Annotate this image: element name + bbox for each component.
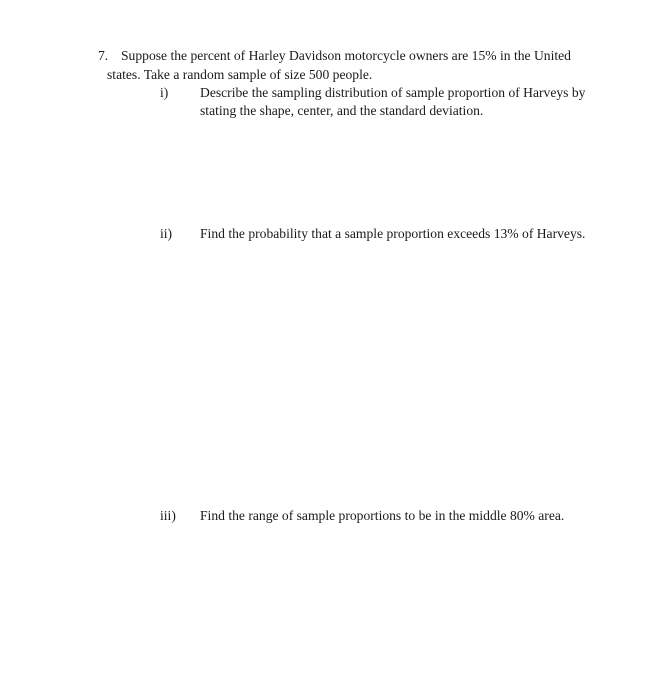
question-stem-line-2: states. Take a random sample of size 500 people. — [107, 67, 373, 82]
part-iii-text: Find the range of sample proportions to be in the middle 80% area. — [200, 508, 565, 523]
part-ii-label: ii) — [160, 226, 173, 241]
part-i-text-line-1: Describe the sampling distribution of sample proportion of Harveys by — [200, 85, 586, 100]
part-i-text-line-2: stating the shape, center, and the standard deviation. — [200, 103, 484, 118]
question-stem-line-1: Suppose the percent of Harley Davidson motorcycle owners are 15% in the United — [121, 48, 571, 63]
part-iii-label: iii) — [160, 508, 176, 523]
part-ii-text: Find the probability that a sample proportion exceeds 13% of Harveys. — [200, 226, 586, 241]
part-i-label: i) — [160, 85, 169, 100]
question-number: 7. — [98, 48, 109, 63]
